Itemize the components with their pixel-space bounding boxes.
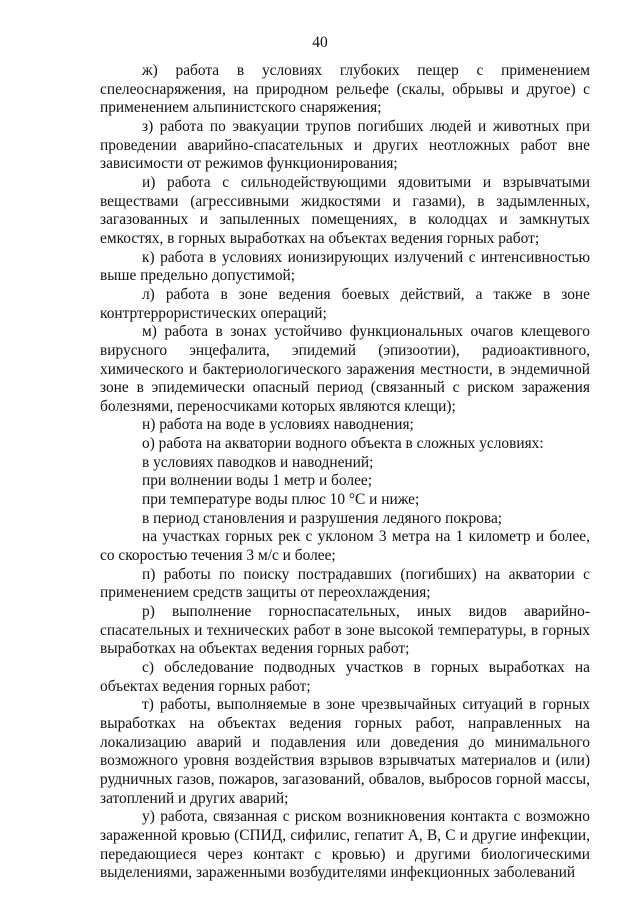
page-number: 40 [312, 34, 328, 51]
paragraph-l: л) работа в зоне ведения боевых действий, а также в зоне контртеррористических операций; [100, 285, 590, 322]
condition-floods: в условиях паводков и наводнений; [142, 453, 374, 471]
paragraph-i: и) работа с сильнодействующими ядовитыми и взрывчатыми веществами (агрессивными жидкостями и газами), в задымленных, загазованных и запыленных помещениях, в колодцах и замкнутых емкостях, в горных выработках на объектах ведения горных работ; [100, 173, 590, 247]
paragraph-k: к) работа в условиях ионизирующих излучений с интенсивностью выше предельно допустимой; [100, 248, 590, 285]
condition-mountain-rivers: на участках горных рек с уклоном 3 метра на 1 километр и более, со скоростью течения 3 м/с и более; [100, 528, 590, 565]
paragraph-u: у) работа, связанная с риском возникновения контакта с возможно зараженной кровью (СПИД, сифилис, гепатит A, B, C и другие инфекции, передающиеся через контакт с кровью) и другими биологическими выделениями, зараженными возбудителями инфекционных заболеваний [100, 808, 590, 882]
condition-waves: при волнении воды 1 метр и более; [142, 472, 373, 490]
paragraph-t: т) работы, выполняемые в зоне чрезвычайных ситуаций в горных выработках на объектах ведения горных работ, направленных на локализацию аварий и подавления или доведения до минимального возможного уровня воздействия взрывов взрывчатых материалов и (или) рудничных газов, пожаров, загазований, обвалов, выбросов горной массы, затоплений и других аварий; [100, 696, 590, 807]
paragraph-p: п) работы по поиску пострадавших (погибших) на акватории с применением средств защиты от переохлаждения; [100, 565, 590, 602]
condition-temperature: при температуре воды плюс 10 °C и ниже; [142, 491, 420, 509]
paragraph-r: р) выполнение горноспасательных, иных видов аварийно-спасательных и технических работ в зоне высокой температуры, в горных выработках на объектах ведения горных работ; [100, 603, 590, 658]
paragraph-o: о) работа на акватории водного объекта в сложных условиях: [142, 435, 544, 453]
paragraph-m: м) работа в зонах устойчиво функциональных очагов клещевого вирусного энцефалита, эпидемий (эпизоотии), радиоактивного, химического и бактериологического заражения местности, в эндемичной зоне в эпидемически опасный период (связанный с риском заражения болезнями, переносчиками которых являются клещи); [100, 323, 590, 415]
paragraph-zh: ж) работа в условиях глубоких пещер с применением спелеоснаряжения, на природном рельефе (скалы, обрывы и другое) с применением альпинистского снаряжения; [100, 62, 590, 117]
paragraph-n: н) работа на воде в условиях наводнения; [142, 416, 414, 434]
paragraph-z: з) работа по эвакуации трупов погибших людей и животных при проведении аварийно-спасательных и других неотложных работ вне зависимости от режимов функционирования; [100, 117, 590, 173]
paragraph-s: с) обследование подводных участков в горных выработках на объектах ведения горных работ; [100, 659, 590, 695]
condition-ice: в период становления и разрушения ледяного покрова; [142, 509, 503, 527]
document-body [100, 62, 590, 883]
